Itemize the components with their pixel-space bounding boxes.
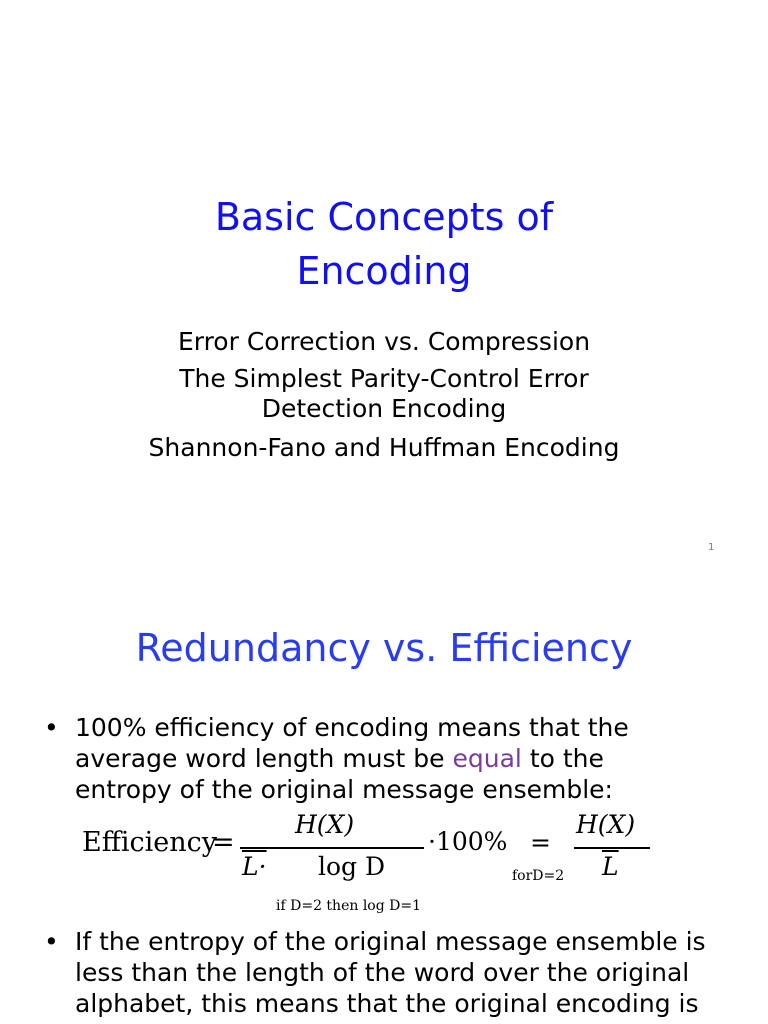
slide-2 <box>0 576 768 1024</box>
bullet-text: less than the length of the word over the original <box>75 958 690 987</box>
formula-numerator: H(X) <box>295 810 355 839</box>
formula-denominator-right: log D <box>318 852 386 881</box>
slide-title <box>0 190 768 298</box>
title-line-2: Encoding <box>296 249 472 293</box>
slide-title: Redundancy vs. Efficiency <box>135 626 633 670</box>
efficiency-formula <box>0 806 768 916</box>
formula-equals: = <box>212 827 235 858</box>
bullet-text: entropy of the original message ensemble: <box>75 775 613 804</box>
formula-rhs-numerator: H(X) <box>576 810 636 839</box>
bullet-dot: • <box>44 713 59 742</box>
bullet-dot: • <box>44 927 59 956</box>
fraction-bar <box>574 847 650 849</box>
bullet-text: If the entropy of the original message ensemble is <box>75 927 706 956</box>
page-number: 1 <box>708 542 715 553</box>
subtitle-line: Shannon-Fano and Huffman Encoding <box>148 433 620 462</box>
formula-denominator-left: L· <box>242 852 267 881</box>
bullet-text: alphabet, this means that the original encoding is <box>75 989 699 1018</box>
bullet-text: average word length must be <box>75 744 453 773</box>
subtitle-line: The Simplest Parity-Control Error <box>179 364 589 393</box>
formula-note: if D=2 then log D=1 <box>276 898 421 914</box>
formula-lhs: Efficiency <box>82 827 218 858</box>
formula-rhs-denominator: $\overline{L}$ <box>602 852 619 881</box>
title-line-1: Basic Concepts of <box>214 195 554 239</box>
bullet-text: to the <box>521 744 604 773</box>
formula-times-100: ·100% <box>428 827 508 856</box>
highlight-text: equal <box>452 744 522 773</box>
bullet-text: 100% efficiency of encoding means that the <box>75 713 629 742</box>
bullet-item <box>44 926 744 1019</box>
bullet-item <box>44 712 744 805</box>
slide-subtitle <box>0 326 768 464</box>
fraction-bar <box>240 847 424 849</box>
subtitle-line: Error Correction vs. Compression <box>177 327 591 356</box>
formula-equals: = <box>530 828 551 857</box>
subtitle-line: Detection Encoding <box>261 394 507 423</box>
formula-condition: forD=2 <box>512 868 565 884</box>
